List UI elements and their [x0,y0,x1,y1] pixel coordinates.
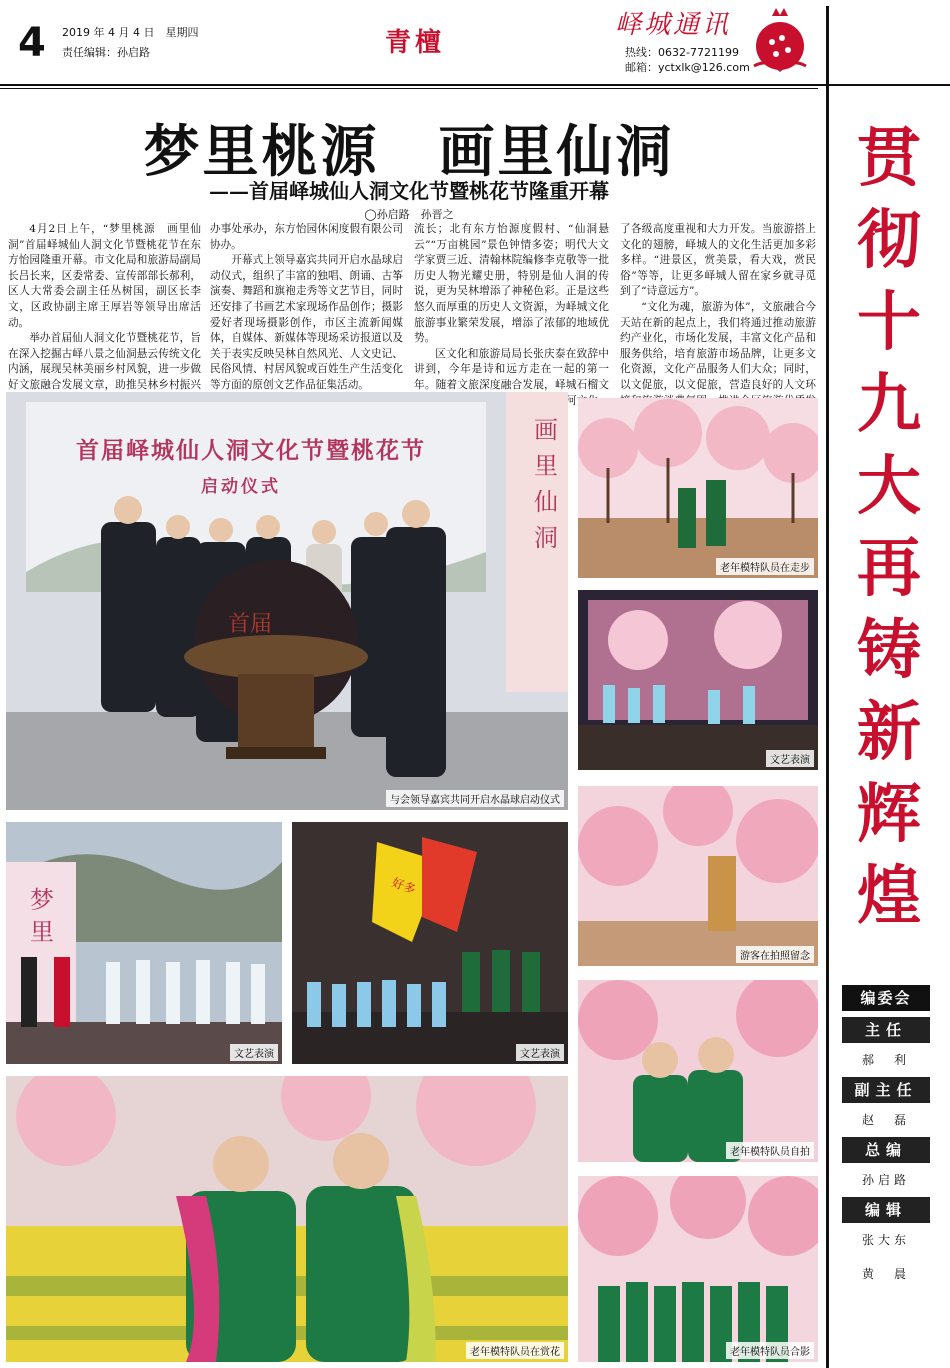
committee-name: 张大东 [861,1233,910,1247]
slogan-char: 彻 [857,204,921,278]
paragraph: 区文化和旅游局局长张庆泰在致辞中讲到，今年是诗和远方走在一起的第一年。随着文旅深度融合发展，峄城石榴文 河文 [414,347,609,407]
committee-name: 孙启路 [861,1173,910,1187]
slogan-char: 铸 [857,614,921,688]
photo-caption: 老年模特队员在赏花 [466,1342,564,1359]
slogan-char: 九 [857,368,921,442]
photo-ceremony [6,392,568,810]
side-banner: 画里仙洞 [534,416,558,552]
responsible-editor: 责任编辑：孙启路 [62,46,150,59]
committee-name: 黄 晨 [861,1267,910,1281]
email: 邮箱：yctxlk@126.com [625,61,750,74]
side-banner: 梦里 [30,886,54,946]
role-title: 主任 [842,1017,930,1043]
section-title: 青檀 [385,28,446,58]
photo-caption: 文艺表演 [766,750,814,767]
brand-name: 峄城通讯 [615,10,732,40]
photo-caption: 游客在拍照留念 [736,946,814,963]
stage-illustration [578,590,818,770]
pomegranate-logo-icon [750,6,810,78]
slogan-char: 煌 [857,860,921,934]
crystal-ball-text: 首届 [228,612,273,637]
committee-name: 郝 利 [861,1053,910,1067]
photo-stage-dance [578,590,818,770]
paragraph: 流长；北有东方怡源度假村、“仙洞悬云”“万亩桃园”景色钟情多姿；明代大文学家贾三近、清翰林院编修李克敬等一批历史人物光耀史册，特别是仙人洞的传说，更为吴林增添了神秘色彩。正是这些悠久而厚重的历史人文资源，为峄城文化旅游事业繁荣发展，增添了浓郁的地域优势。 [414,223,609,345]
paragraph: 举办首届仙人洞文化节暨桃花节，旨在深入挖掘古峄八景之仙洞悬云传统文化内涵，展现吴林美丽乡村风貌，进一步做好文旅融合发展文章，助推吴林乡村振兴 [8,332,201,391]
issue-date: 2019 年 4 月 4 日 星期四 [62,26,199,39]
byline: ◯孙启路 孙晋之 [364,208,454,221]
paragraph: 4月2日上午，“梦里桃源 画里仙洞”首届峄城仙人洞文化节暨桃花节在东方怡园隆重开幕。市文化局和旅游局副局长吕长来，区委常委、宣传部部长郝利，区人大常委会副主任丛树国，副区长李文，区政协副主席王厚岩等领导出席活动。 [8,223,201,329]
photo-caption: 老年模特队员在走步 [716,558,814,575]
photo-stage-left [6,822,282,1064]
subheadline: ——首届峄城仙人洞文化节暨桃花节隆重开幕 [209,179,609,203]
role-title: 编辑 [842,1197,930,1223]
photo-group [578,1176,818,1362]
ceremony-banner-sub: 启动仪式 [201,477,281,497]
photo-caption: 老年模特队员合影 [726,1342,814,1359]
photo-caption: 文艺表演 [230,1044,278,1061]
photo-caption: 与会领导嘉宾共同开启水晶球启动仪式 [386,790,564,807]
photo-selfie [578,980,818,1162]
slogan-char: 贯 [857,122,921,196]
role-title: 副主任 [842,1077,930,1103]
article-column-4 [620,222,816,425]
slogan-char: 辉 [857,778,921,852]
paragraph: 了各级高度重视和大力开发。当旅游搭上文化的翅膀，峄城人的文化生活更加多彩多样。“进景区，赏美景，看大戏，赏民俗”等等，让更多峄城人留在家乡就寻觅到了“诗意远方”。 [620,223,816,298]
paragraph: “文化为魂，旅游为体”，文旅融合今天站在新的起点上，我们将通过推动旅游约产业化，市场化发展，丰富文化产品和服务供给，培育旅游市场品牌，让更多文化资源，文化产品服务人们大众；同时，以文促旅，以文促旅，营造良好的人文环 [620,300,816,391]
header-rule [0,84,950,86]
slogan-char: 新 [857,696,921,770]
paragraph: 开幕式上领导嘉宾共同开启水晶球启动仪式，组织了丰富的独唱、朗诵、古筝演奏、舞蹈和旗袍走秀等文艺节目，同时还安排了书画艺术家现场作品创作；摄影爱好者现场摄影创作，市区主流新闻媒体，自媒体、新媒体等现场采访报道以及关于表实反映吴林自然风光、人文史记、民俗风情、村居风貌或百姓生产生活变化等方面的原创文艺作品征集活动。 [210,254,403,391]
photo-models-walk [578,398,818,578]
headline: 梦里桃源 画里仙洞 [143,120,675,185]
header-rule-thin [0,88,818,89]
slogan-char: 再 [857,532,921,606]
photo-rapeseed [6,1076,568,1362]
sidebar-slogan [830,118,948,938]
page-number: 4 [18,20,46,66]
photo-caption: 文艺表演 [516,1044,564,1061]
blossom-illustration [578,980,818,1162]
blossom-illustration [578,398,818,578]
hotline: 热线：0632-7721199 [625,46,739,59]
flag-text: 好多 [390,875,418,897]
paragraph: 办事处承办，东方怡园休闲度假有限公司协办。 [210,223,403,251]
photo-stage-flags [292,822,568,1064]
blossom-illustration [578,1176,818,1362]
ceremony-banner: 首届峄城仙人洞文化节暨桃花节 [76,438,426,464]
editorial-committee [842,985,930,1291]
slogan-char: 大 [857,450,921,524]
committee-name: 赵 磊 [861,1113,910,1127]
blossom-illustration [578,786,818,966]
slogan-char: 十 [857,286,921,360]
committee-title: 编委会 [842,985,930,1011]
rapeseed-illustration [6,1076,568,1362]
role-title: 总编 [842,1137,930,1163]
photo-caption: 老年模特队员自拍 [726,1142,814,1159]
sidebar-divider [826,6,829,1368]
photo-tourist [578,786,818,966]
stage-illustration [292,822,568,1064]
